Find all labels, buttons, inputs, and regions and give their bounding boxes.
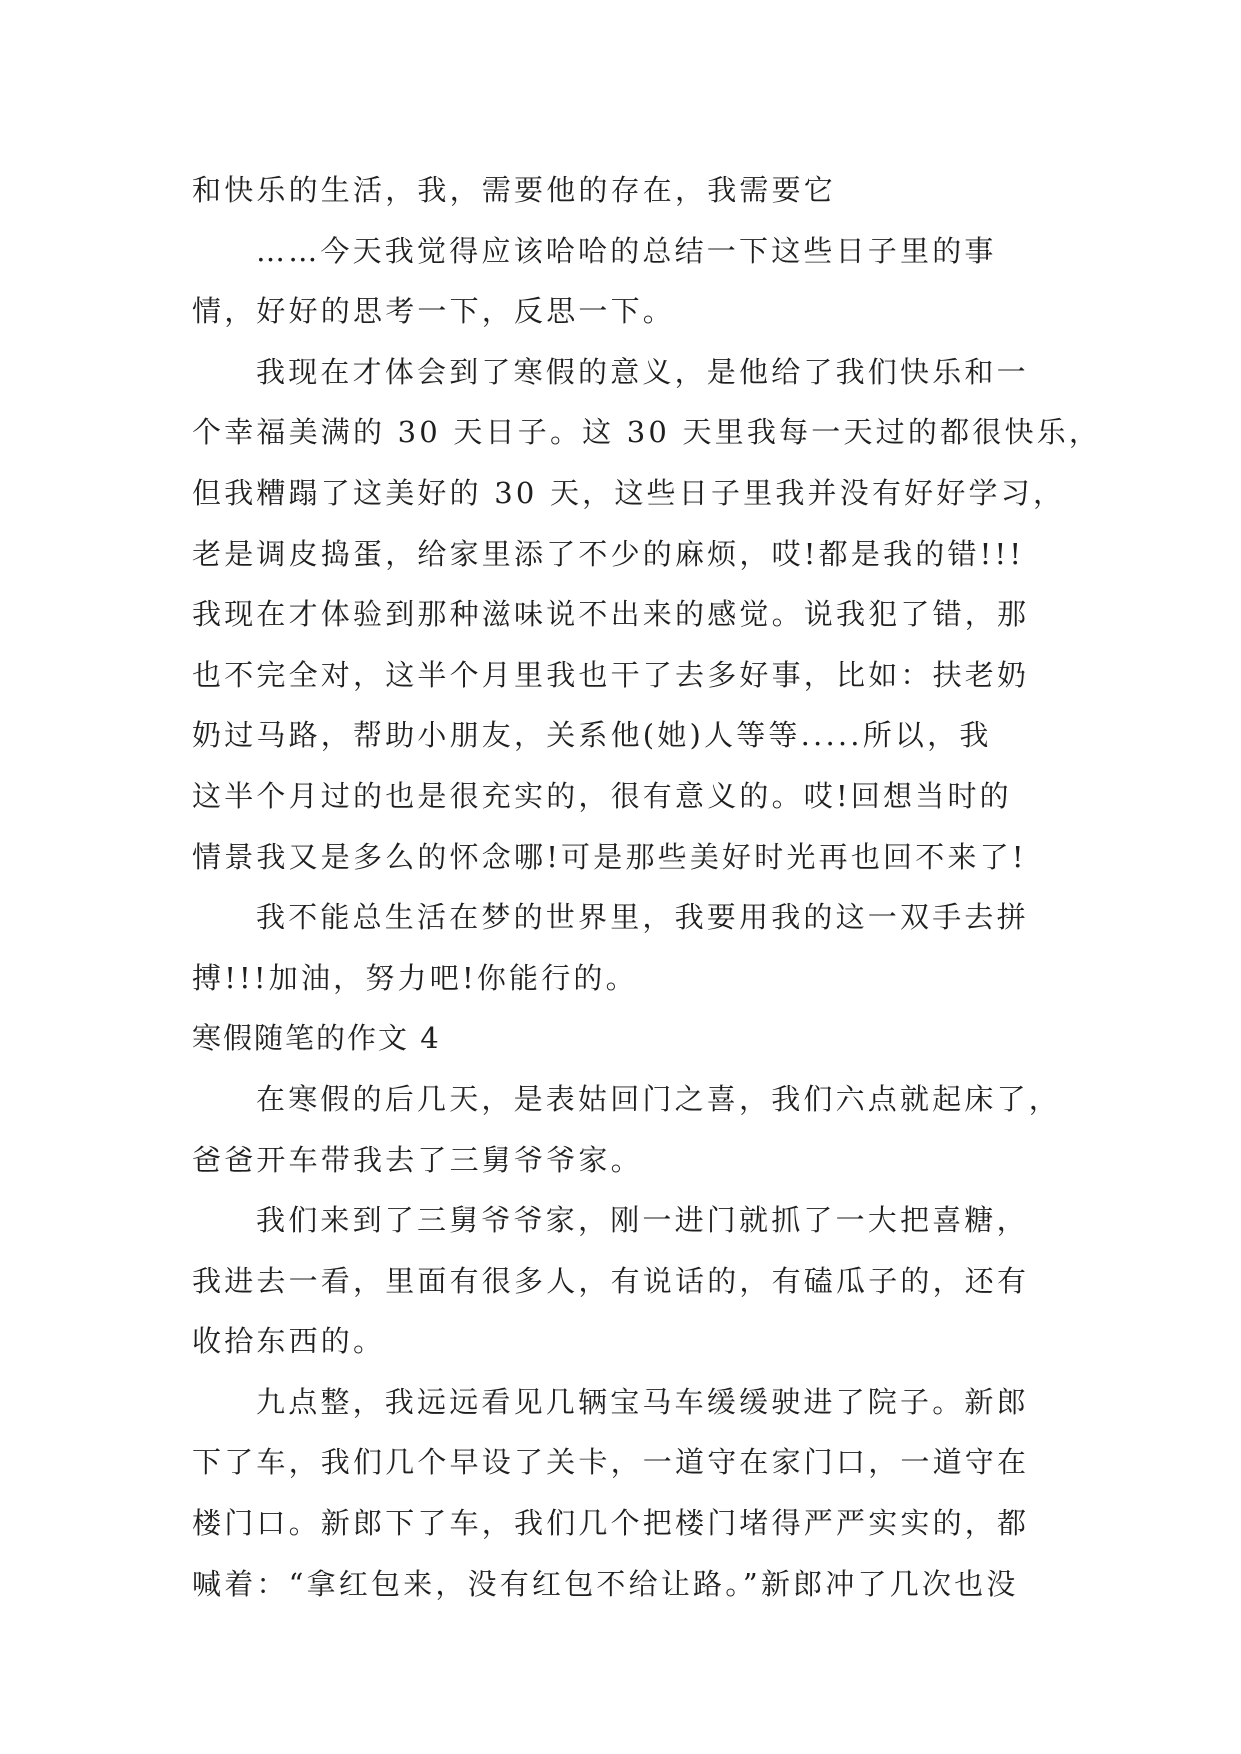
- text-line: 收拾东西的。: [192, 1324, 386, 1359]
- text-line: 我进去一看，里面有很多人，有说话的，有磕瓜子的，还有: [192, 1263, 1030, 1298]
- text-line: 我不能总生活在梦的世界里，我要用我的这一双手去拼: [256, 900, 1029, 935]
- text-line: 在寒假的后几天，是表姑回门之喜，我们六点就起床了，: [256, 1081, 1062, 1116]
- section-heading: 寒假随笔的作文 4: [192, 1021, 441, 1056]
- text-line: 爸爸开车带我去了三舅爷爷家。: [192, 1142, 643, 1177]
- text-line: 喊着：“拿红包来，没有红包不给让路。”新郎冲了几次也没: [192, 1566, 1019, 1601]
- text-line: 九点整，我远远看见几辆宝马车缓缓驶进了院子。新郎: [256, 1384, 1029, 1419]
- text-line: 也不完全对，这半个月里我也干了去多好事，比如：扶老奶: [192, 657, 1030, 692]
- text-line: 但我糟蹋了这美好的 30 天，这些日子里我并没有好好学习，: [192, 475, 1066, 510]
- text-line: 我现在才体会到了寒假的意义，是他给了我们快乐和一: [256, 354, 1029, 389]
- text-line: 情景我又是多么的怀念哪!可是那些美好时光再也回不来了!: [192, 839, 1027, 874]
- text-line: ……今天我觉得应该哈哈的总结一下这些日子里的事: [256, 233, 997, 268]
- document-body: [192, 160, 1102, 1614]
- text-line: 我们来到了三舅爷爷家，刚一进门就抓了一大把喜糖，: [256, 1203, 1029, 1238]
- text-line: 这半个月过的也是很充实的，很有意义的。哎!回想当时的: [192, 778, 1012, 813]
- text-line: 情，好好的思考一下，反思一下。: [192, 294, 676, 329]
- text-line: 老是调皮捣蛋，给家里添了不少的麻烦，哎!都是我的错!!!: [192, 536, 1025, 571]
- text-line: 奶过马路，帮助小朋友，关系他(她)人等等.....所以，我: [192, 718, 992, 753]
- text-line: 个幸福美满的 30 天日子。这 30 天里我每一天过的都很快乐，: [192, 415, 1102, 450]
- text-line: 下了车，我们几个早设了关卡，一道守在家门口，一道守在: [192, 1445, 1030, 1480]
- text-line: 和快乐的生活，我，需要他的存在，我需要它: [192, 173, 837, 207]
- text-line: 我现在才体验到那种滋味说不出来的感觉。说我犯了错，那: [192, 597, 1030, 632]
- text-line: 搏!!!加油，努力吧!你能行的。: [192, 960, 638, 995]
- text-line: 楼门口。新郎下了车，我们几个把楼门堵得严严实实的，都: [192, 1506, 1030, 1541]
